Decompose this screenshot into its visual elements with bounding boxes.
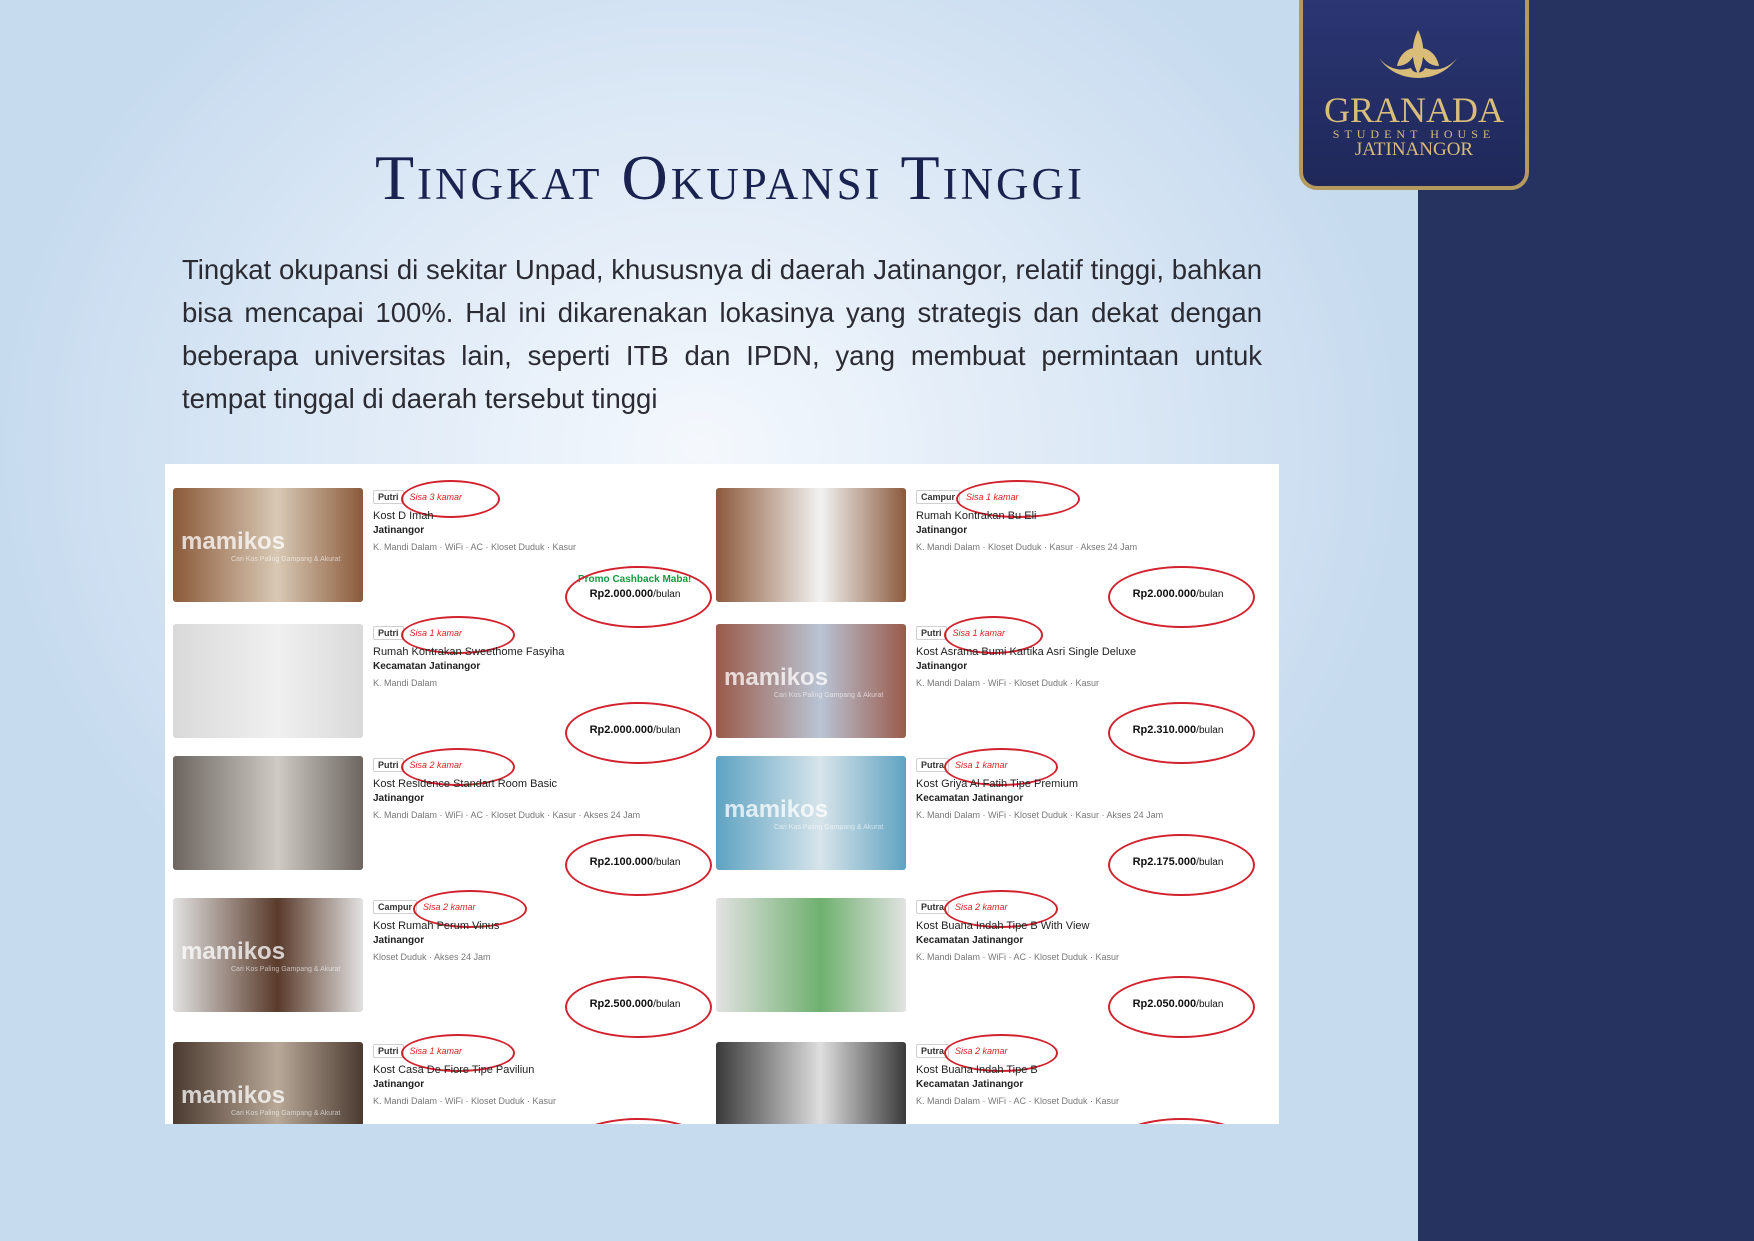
body-paragraph: Tingkat okupansi di sekitar Unpad, khususnya di daerah Jatinangor, relatif tinggi, bahkan bisa mencapai 100%. Hal ini dikarenakan lokasinya yang strategis dan dekat dengan beberapa universitas lain, seperti ITB dan IPDN, yang membuat permintaan untuk tempat tinggal di daerah tersebut tinggi [182,254,1262,414]
listing-card[interactable] [716,1042,1256,1124]
mamikos-watermark-tagline: Cari Kos Paling Gampang & Akurat [231,966,341,973]
rooms-left-label: Sisa 2 kamar [955,901,1008,912]
price-highlight-ring [1108,976,1255,1038]
price-unit: /bulan [1196,857,1224,868]
mamikos-watermark-tagline: Cari Kos Paling Gampang & Akurat [231,556,341,563]
rooms-left-label: Sisa 3 kamar [409,491,463,502]
price-value: Rp2.500.000 [589,998,654,1010]
listings-screenshot [165,464,1279,1124]
listing-location: Jatinangor [373,935,425,946]
listing-facilities: K. Mandi Dalam · WiFi · AC · Kloset Duduk · Kasur [916,952,1120,962]
listing-card[interactable] [716,756,1256,881]
listing-card[interactable] [716,624,1256,749]
listing-photo[interactable] [173,756,363,870]
wheat-emblem-icon [1373,26,1463,88]
price-value: Rp2.000.000 [589,724,654,736]
price-highlight-ring [1108,702,1255,764]
logo-location: JATINANGOR [1354,139,1474,160]
promo-label: Promo Cashback Maba! [578,574,692,585]
listing-location: Kecamatan Jatinangor [916,935,1024,946]
rooms-left-label: Sisa 2 kamar [409,759,463,770]
mamikos-watermark-tagline: Cari Kos Paling Gampang & Akurat [231,1110,341,1117]
price-highlight-ring [1108,834,1255,896]
listing-photo[interactable] [716,756,906,870]
logo-title: GRANADA [1324,90,1504,130]
listing-facilities: K. Mandi Dalam [373,678,438,688]
gender-tag: Putri [373,490,404,504]
gender-tag: Putra [916,900,949,914]
listing-facilities: K. Mandi Dalam · WiFi · Kloset Duduk · Kasur [373,1096,557,1106]
mamikos-watermark: mamikos [181,938,286,965]
listing-location: Jatinangor [373,793,425,804]
gender-tag: Campur [373,900,417,914]
listing-name[interactable]: Kost Casa De Fiore Tipe Paviliun [373,1064,535,1076]
listing-name[interactable]: Kost Buana Indah Tipe B With View [916,920,1090,932]
listing-facilities: K. Mandi Dalam · WiFi · AC · Kloset Duduk · Kasur [916,1096,1120,1106]
price-value: Rp2.310.000 [1132,724,1197,736]
listing-photo[interactable] [173,488,363,602]
mamikos-watermark: mamikos [181,528,286,555]
listing-facilities: K. Mandi Dalam · WiFi · Kloset Duduk · Kasur · Akses 24 Jam [916,810,1164,820]
listing-name[interactable]: Kost D Imah [373,510,434,522]
listing-name[interactable]: Kost Asrama Bumi Kartika Asri Single Deluxe [916,646,1137,658]
price-unit: /bulan [1196,589,1224,600]
page-title: Tingkat Okupansi Tinggi [374,142,1086,213]
listing-name[interactable]: Rumah Kontrakan Sweethome Fasyiha [373,646,565,658]
rooms-left-label: Sisa 2 kamar [955,1045,1008,1056]
listing-photo[interactable] [716,1042,906,1124]
listing-location: Kecamatan Jatinangor [916,1079,1024,1090]
listing-photo[interactable] [173,624,363,738]
price-highlight-ring [1108,1118,1255,1124]
listing-facilities: Kloset Duduk · Akses 24 Jam [373,952,491,962]
price-value: Rp2.175.000 [1132,856,1197,868]
listing-facilities: K. Mandi Dalam · WiFi · Kloset Duduk · Kasur [916,678,1100,688]
price-value: Rp2.050.000 [1132,998,1197,1010]
mamikos-watermark: mamikos [724,664,829,691]
rooms-left-label: Sisa 1 kamar [952,627,1006,638]
price-unit: /bulan [653,589,681,600]
listing-card[interactable] [173,756,713,881]
rooms-left-label: Sisa 1 kamar [409,627,463,638]
rooms-left-label: Sisa 2 kamar [423,901,476,912]
listing-location: Jatinangor [373,525,425,536]
listing-location: Kecamatan Jatinangor [916,793,1024,804]
listing-name[interactable]: Kost Rumah Perum Vinus [373,920,500,932]
listing-photo[interactable] [716,488,906,602]
listing-photo[interactable] [173,1042,363,1124]
mamikos-watermark: mamikos [724,796,829,823]
mamikos-watermark-tagline: Cari Kos Paling Gampang & Akurat [774,692,884,699]
price-highlight-ring [565,702,712,764]
logo-subtitle: STUDENT HOUSE [1332,127,1496,141]
listing-card[interactable] [716,488,1256,613]
listing-name[interactable]: Kost Buana Indah Tipe B [916,1064,1038,1076]
listing-card[interactable] [173,898,713,1023]
listing-location: Jatinangor [916,661,968,672]
granada-logo [1299,0,1529,190]
gender-tag: Putri [373,1044,404,1058]
price-highlight-ring [565,566,712,628]
gender-tag: Putri [373,626,404,640]
rooms-left-label: Sisa 1 kamar [409,1045,463,1056]
listing-location: Jatinangor [373,1079,425,1090]
price-value: Rp2.100.000 [589,856,654,868]
listing-facilities: K. Mandi Dalam · Kloset Duduk · Kasur · Akses 24 Jam [916,542,1138,552]
rooms-left-label: Sisa 1 kamar [966,491,1019,502]
price-unit: /bulan [1196,725,1224,736]
listing-facilities: K. Mandi Dalam · WiFi · AC · Kloset Duduk · Kasur · Akses 24 Jam [373,810,641,820]
price-highlight-ring [565,834,712,896]
gender-tag: Putri [373,758,404,772]
listing-location: Kecamatan Jatinangor [373,661,481,672]
mamikos-watermark-tagline: Cari Kos Paling Gampang & Akurat [774,824,884,831]
listing-card[interactable] [716,898,1256,1023]
price-highlight-ring [565,976,712,1038]
price-value: Rp2.000.000 [589,588,654,600]
gender-tag: Campur [916,490,960,504]
listing-name[interactable]: Rumah Kontrakan Bu Eli [916,510,1037,522]
price-highlight-ring [565,1118,712,1124]
listing-photo[interactable] [173,898,363,1012]
listing-name[interactable]: Kost Griya Al Fatih Tipe Premium [916,778,1078,790]
price-unit: /bulan [1196,999,1224,1010]
rooms-left-label: Sisa 1 kamar [955,759,1008,770]
price-unit: /bulan [653,857,681,868]
price-unit: /bulan [653,999,681,1010]
listing-card[interactable] [173,1042,713,1124]
gender-tag: Putra [916,1044,949,1058]
gender-tag: Putra [916,758,949,772]
price-highlight-ring [1108,566,1255,628]
listing-facilities: K. Mandi Dalam · WiFi · AC · Kloset Duduk · Kasur [373,542,577,552]
listing-card[interactable] [173,488,713,613]
listing-photo[interactable] [716,624,906,738]
mamikos-watermark: mamikos [181,1082,286,1109]
price-value: Rp2.000.000 [1132,588,1197,600]
gender-tag: Putri [916,626,947,640]
listing-location: Jatinangor [916,525,968,536]
listing-photo[interactable] [716,898,906,1012]
listing-name[interactable]: Kost Residence Standart Room Basic [373,778,558,790]
listing-card[interactable] [173,624,713,749]
price-unit: /bulan [653,725,681,736]
